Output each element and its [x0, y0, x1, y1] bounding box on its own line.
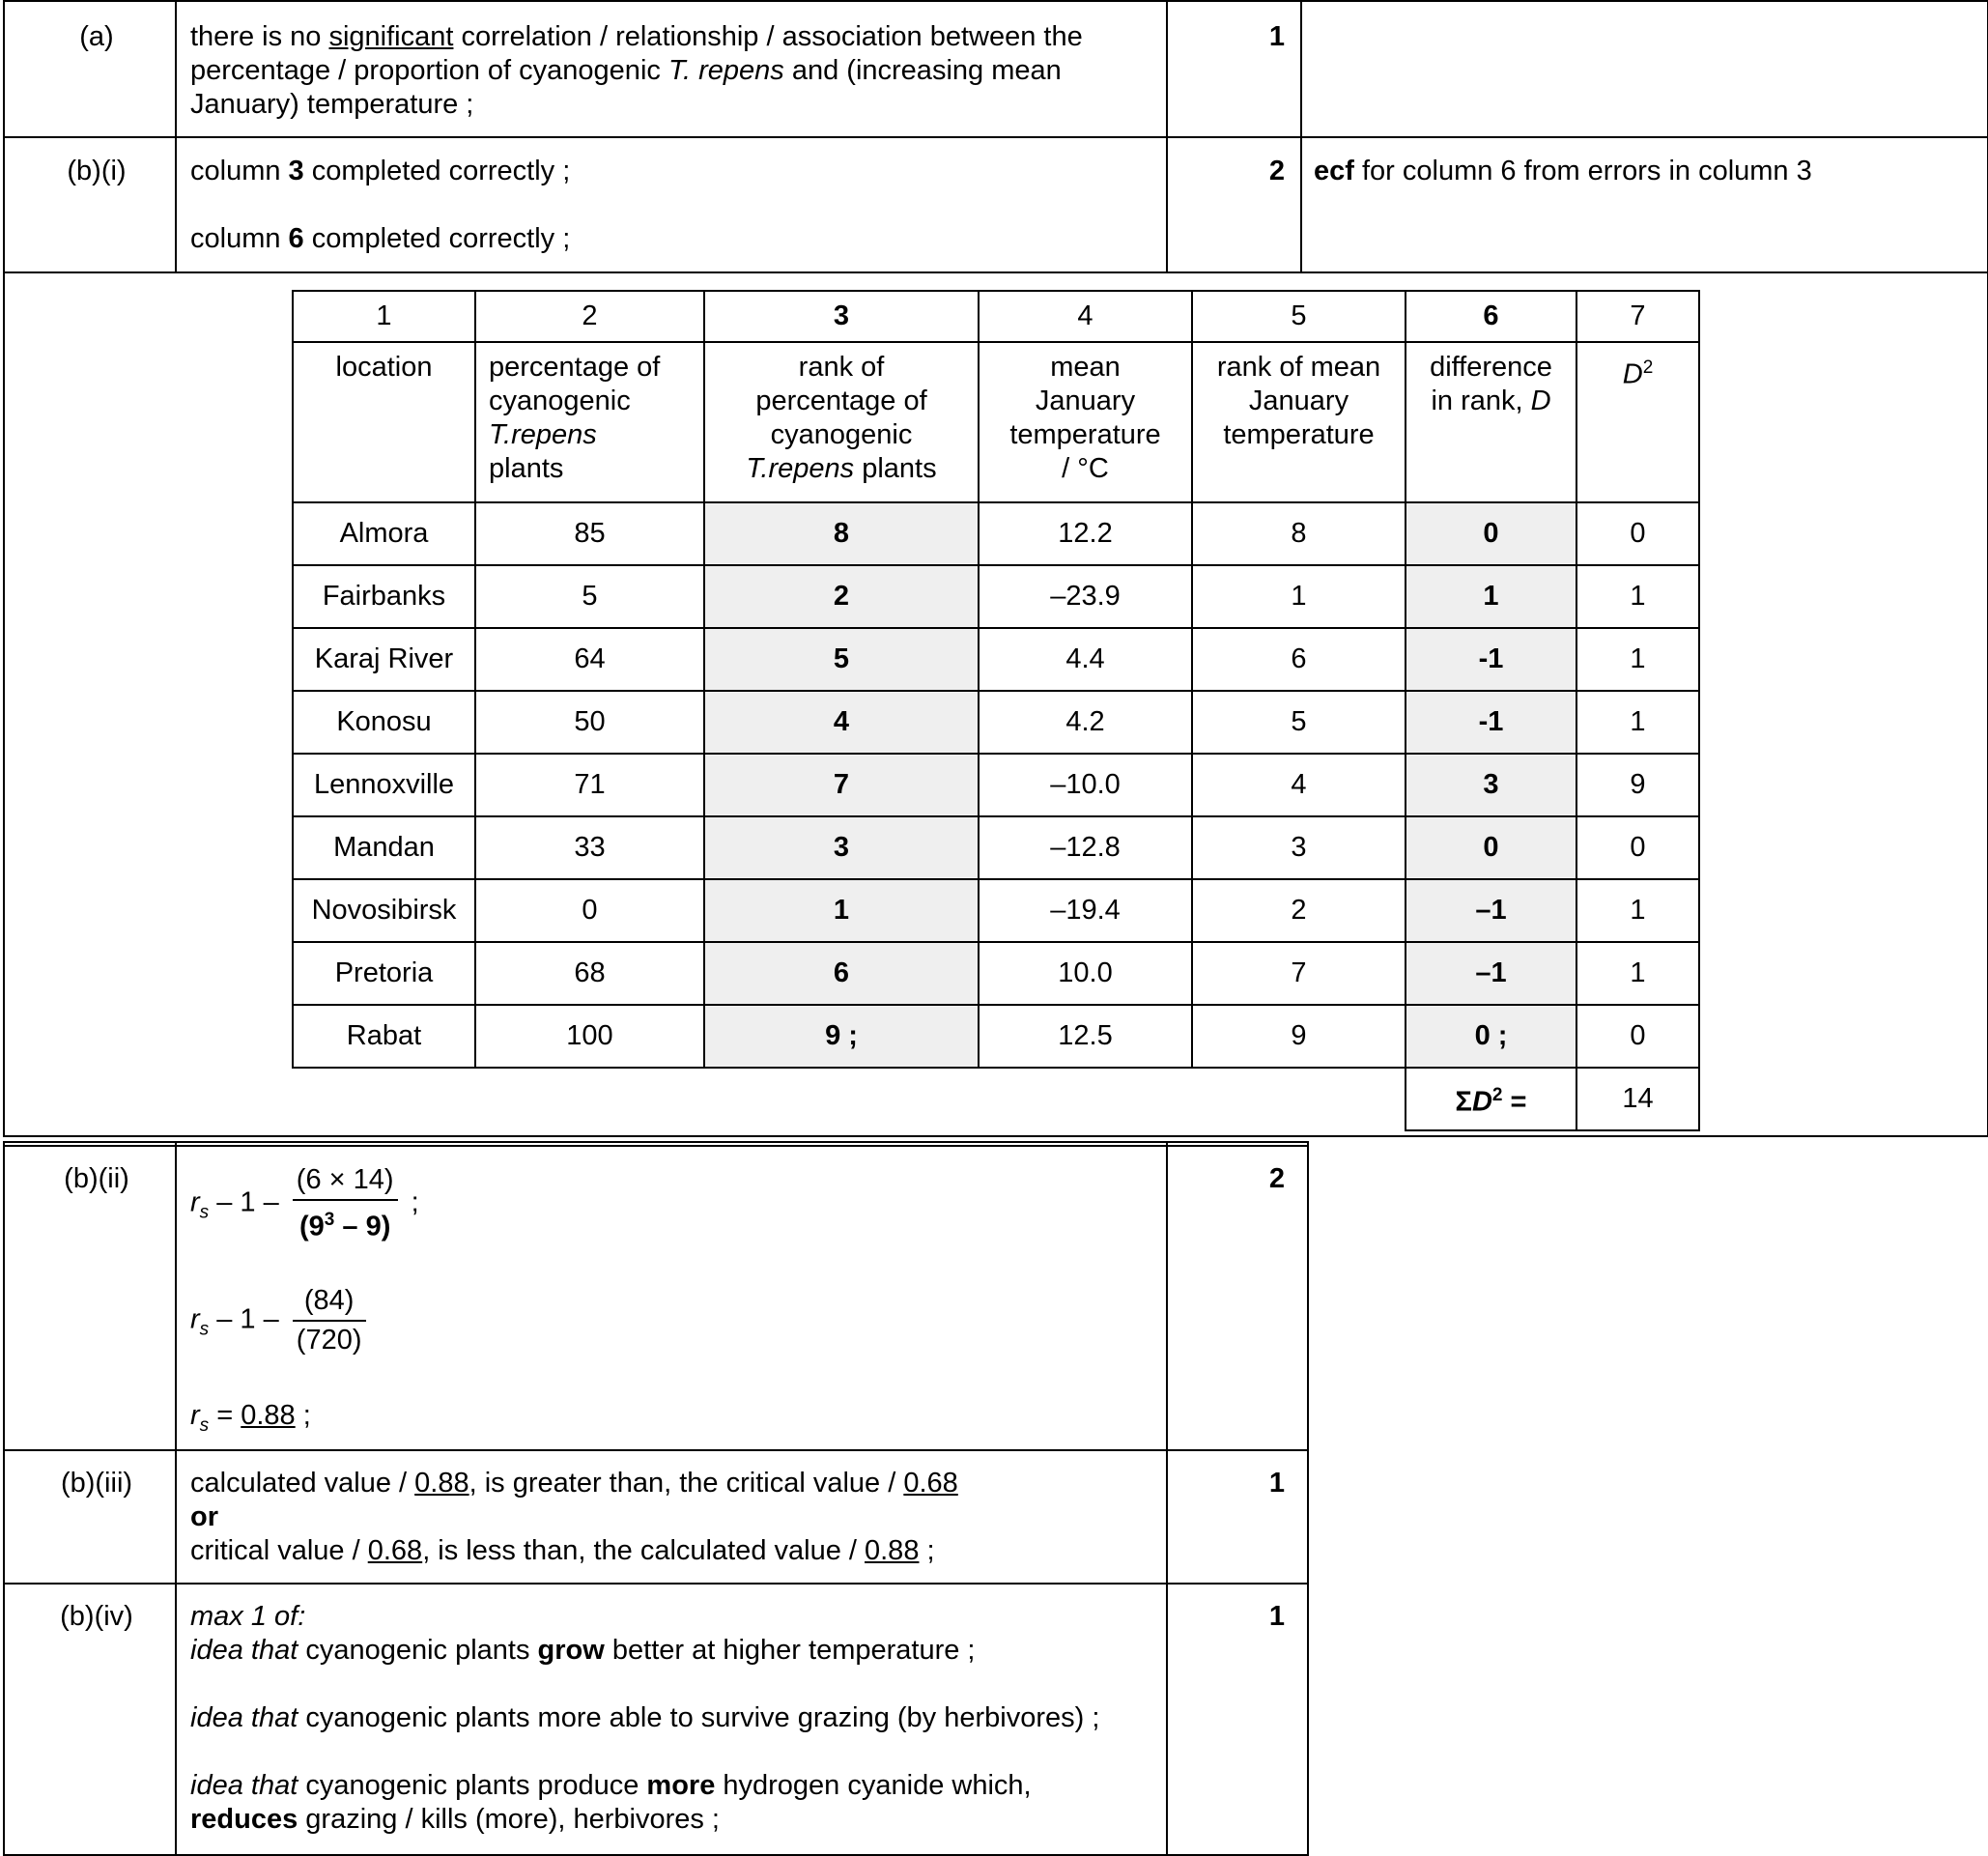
cell-rank-pct: 2 [704, 565, 979, 628]
answer-biv-point2: idea that cyanogenic plants more able to survive grazing (by herbivores) ; [190, 1702, 1100, 1733]
cell-diff: -1 [1406, 691, 1576, 754]
rank-table [292, 290, 1700, 1131]
table-row [293, 1005, 1699, 1068]
question-label-biv: (b)(iv) [60, 1601, 133, 1632]
question-label-bii: (b)(ii) [64, 1163, 129, 1194]
cell-rank-pct: 8 [704, 502, 979, 565]
spearman-step-2: $r_s - 1$ – $\frac{(84)}{(720)}$ [190, 1284, 372, 1357]
cell-rank-temp: 6 [1192, 628, 1406, 691]
cell-temp: –23.9 [979, 565, 1192, 628]
cell-rank-temp: 2 [1192, 879, 1406, 942]
cell-pct: 71 [475, 754, 704, 816]
cell-temp: –19.4 [979, 879, 1192, 942]
cell-rank-temp: 3 [1192, 816, 1406, 879]
cell-diff: 3 [1406, 754, 1576, 816]
cell-rank-pct: 6 [704, 942, 979, 1005]
header-temperature: mean January temperature / °C [979, 342, 1192, 502]
cell-rank-pct: 9 ; [704, 1005, 979, 1068]
cell-location: Almora [293, 502, 475, 565]
cell-location: Pretoria [293, 942, 475, 1005]
mark-a: 1 [1268, 21, 1285, 52]
divider [3, 271, 1988, 273]
cell-diff: 0 ; [1406, 1005, 1576, 1068]
cell-d2: 1 [1576, 879, 1699, 942]
table-row [293, 565, 1699, 628]
question-label-bi: (b)(i) [67, 156, 127, 186]
mark-bi: 2 [1268, 156, 1285, 186]
cell-pct: 68 [475, 942, 704, 1005]
cell-rank-pct: 3 [704, 816, 979, 879]
cell-diff: 0 [1406, 502, 1576, 565]
cell-rank-temp: 7 [1192, 942, 1406, 1005]
col-number: 2 [475, 291, 704, 342]
spearman-result: $r_s = 0.88$ ; [190, 1400, 311, 1436]
cell-pct: 33 [475, 816, 704, 879]
cell-temp: 10.0 [979, 942, 1192, 1005]
table-row [293, 754, 1699, 816]
table-row [293, 691, 1699, 754]
cell-rank-temp: 5 [1192, 691, 1406, 754]
answer-bi-line1: column 3 completed correctly ; [190, 156, 571, 186]
cell-d2: 1 [1576, 628, 1699, 691]
divider [3, 1449, 1309, 1451]
cell-diff: –1 [1406, 879, 1576, 942]
cell-temp: 4.2 [979, 691, 1192, 754]
cell-d2: 0 [1576, 816, 1699, 879]
header-d-squared: $D^2$ [1576, 342, 1699, 502]
table-row [293, 942, 1699, 1005]
spearman-step-1: $r_s - 1$ – $\frac{(6 \times 14)}{(9^3 - 9)}$ ; [190, 1164, 419, 1242]
cell-diff: 0 [1406, 816, 1576, 879]
header-location: location [293, 342, 475, 502]
sum-value: 14 [1576, 1068, 1699, 1130]
answer-a: there is no significant correlation / relationship / association between the percentage / proportion of cyanogenic T. repens and (increasing mean January) temperature ; [190, 21, 1083, 120]
cell-pct: 5 [475, 565, 704, 628]
cell-d2: 0 [1576, 1005, 1699, 1068]
cell-location: Mandan [293, 816, 475, 879]
answer-bi-line2: column 6 completed correctly ; [190, 223, 571, 254]
divider [3, 1583, 1309, 1585]
cell-pct: 100 [475, 1005, 704, 1068]
cell-temp: –12.8 [979, 816, 1192, 879]
cell-d2: 1 [1576, 565, 1699, 628]
cell-d2: 1 [1576, 942, 1699, 1005]
cell-pct: 50 [475, 691, 704, 754]
divider [1166, 1141, 1168, 1856]
cell-rank-pct: 1 [704, 879, 979, 942]
cell-rank-temp: 9 [1192, 1005, 1406, 1068]
cell-d2: 0 [1576, 502, 1699, 565]
cell-pct: 64 [475, 628, 704, 691]
cell-diff: –1 [1406, 942, 1576, 1005]
mark-bii: 2 [1268, 1163, 1285, 1194]
cell-location: Rabat [293, 1005, 475, 1068]
cell-location: Fairbanks [293, 565, 475, 628]
sum-label: $\Sigma D^2$ = [1406, 1068, 1576, 1130]
cell-rank-temp: 8 [1192, 502, 1406, 565]
table-row [293, 816, 1699, 879]
col-number: 4 [979, 291, 1192, 342]
cell-rank-pct: 4 [704, 691, 979, 754]
col-number: 6 [1406, 291, 1576, 342]
cell-d2: 9 [1576, 754, 1699, 816]
header-difference: difference in rank, D [1406, 342, 1576, 502]
cell-temp: 4.4 [979, 628, 1192, 691]
divider [3, 136, 1988, 138]
cell-pct: 0 [475, 879, 704, 942]
table-row [293, 879, 1699, 942]
cell-temp: 12.2 [979, 502, 1192, 565]
cell-location: Lennoxville [293, 754, 475, 816]
mark-biv: 1 [1268, 1601, 1285, 1632]
answer-biv-intro: max 1 of: idea that cyanogenic plants grow better at higher temperature ; [190, 1601, 976, 1666]
cell-temp: –10.0 [979, 754, 1192, 816]
cell-rank-pct: 7 [704, 754, 979, 816]
cell-location: Konosu [293, 691, 475, 754]
header-percentage: percentage of cyanogenic T.repens plants [475, 342, 704, 502]
cell-diff: 1 [1406, 565, 1576, 628]
table-row [293, 502, 1699, 565]
guidance-bi: ecf for column 6 from errors in column 3 [1314, 156, 1812, 186]
cell-pct: 85 [475, 502, 704, 565]
cell-diff: -1 [1406, 628, 1576, 691]
answer-biii: calculated value / 0.88, is greater than, the critical value / 0.68 or critical value / 0.68, is less than, the calculated value / 0.88 ; [190, 1468, 958, 1566]
cell-location: Novosibirsk [293, 879, 475, 942]
col-number: 5 [1192, 291, 1406, 342]
col-number: 3 [704, 291, 979, 342]
col-number: 1 [293, 291, 475, 342]
header-rank-temperature: rank of mean January temperature [1192, 342, 1406, 502]
cell-rank-temp: 1 [1192, 565, 1406, 628]
mark-biii: 1 [1268, 1468, 1285, 1499]
header-rank-percentage: rank of percentage of cyanogenic T.repens plants [704, 342, 979, 502]
question-label-a: (a) [79, 21, 114, 52]
question-label-biii: (b)(iii) [60, 1468, 133, 1499]
col-number: 7 [1576, 291, 1699, 342]
divider [3, 1145, 1309, 1147]
cell-d2: 1 [1576, 691, 1699, 754]
cell-rank-pct: 5 [704, 628, 979, 691]
cell-rank-temp: 4 [1192, 754, 1406, 816]
cell-location: Karaj River [293, 628, 475, 691]
answer-biv-point3: idea that cyanogenic plants produce more hydrogen cyanide which, reduces grazing / kills (more), herbivores ; [190, 1770, 1032, 1835]
table-row [293, 628, 1699, 691]
cell-temp: 12.5 [979, 1005, 1192, 1068]
